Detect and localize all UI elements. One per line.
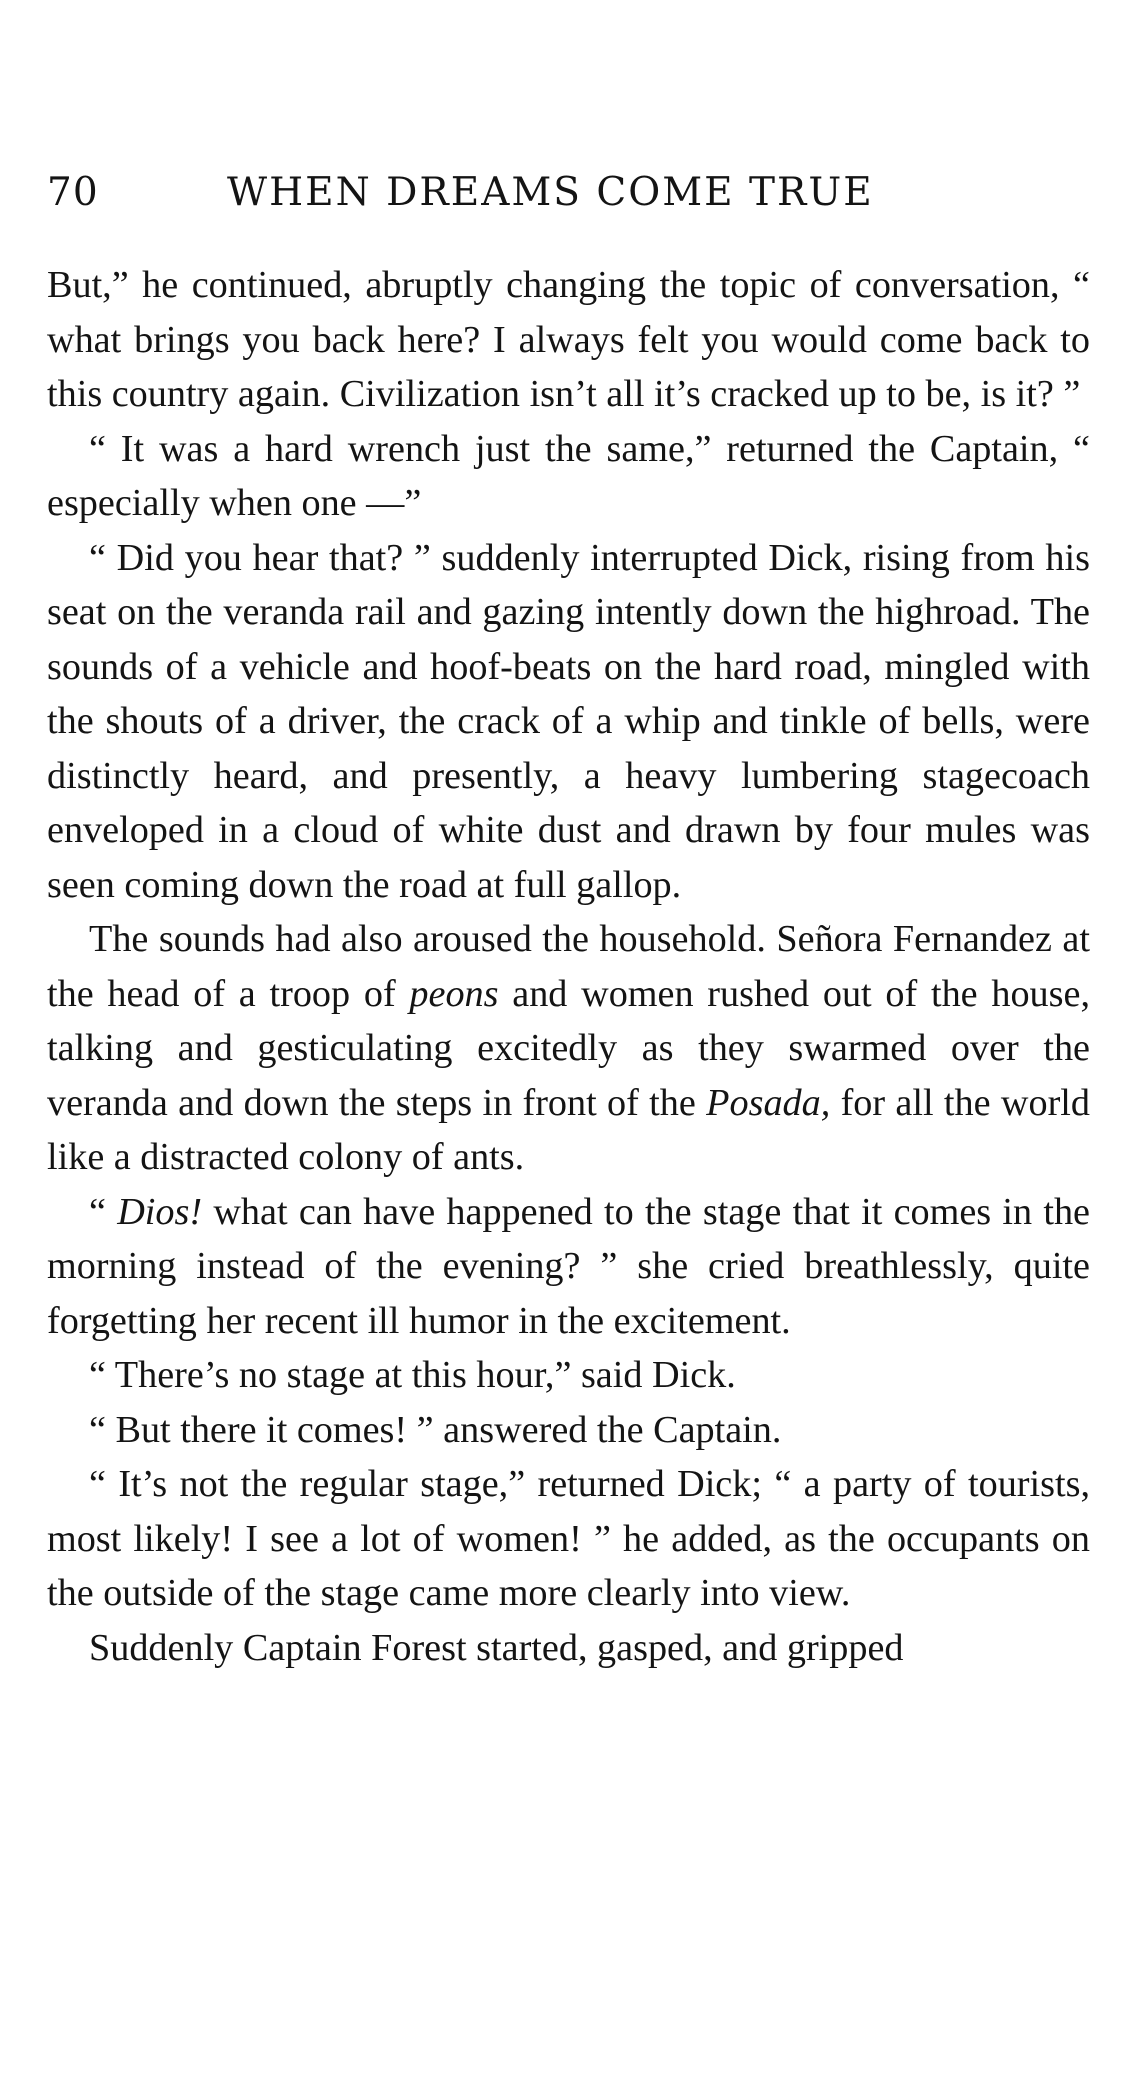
- text-run: The sounds had also aroused the household. Señora Fernandez at the head of a troop of: [47, 918, 1090, 1015]
- text-run: “ Did you hear that? ” suddenly interrupted Dick, rising from his seat on the veranda rail and gazing intently down the highroad. The sounds of a vehicle and hoof-beats on the hard road, mingled with the shouts of a driver, the crack of a whip and tinkle of bells, were distinctly heard, and presently, a heavy lumbering stagecoach enveloped in a cloud of white dust and drawn by four mules was seen coming down the road at full gallop.: [47, 536, 1090, 906]
- page-number: 70: [47, 170, 99, 215]
- text-run: and women rushed out of the house, talking and gesticulating excitedly as they swarmed over the veranda and down the steps in front of the: [47, 972, 1090, 1124]
- text-run: for all the world like a distracted colony of ants.: [47, 1081, 1090, 1178]
- paragraph: [47, 531, 1090, 913]
- text-run: “ But there it comes! ” answered the Captain.: [89, 1408, 782, 1451]
- book-page: [47, 170, 1090, 1675]
- text-run: “ It’s not the regular stage,” returned Dick; “ a party of tourists, most likely! I see a lot of women! ” he added, as the occupants on the outside of the stage came more clearly into view.: [47, 1463, 1090, 1614]
- paragraph: [47, 1348, 1090, 1403]
- text-run: Suddenly Captain Forest started, gasped, and gripped: [89, 1626, 904, 1669]
- italic-text: peons: [409, 972, 499, 1015]
- text-run: But,” he continued, abruptly changing the topic of conversation, “ what brings you back here? I always felt you would come back to this country again. Civilization isn’t all it’s cracked up to be, is it? ”: [47, 264, 1090, 415]
- text-run: what can have happened to the stage that it comes in the morning instead of the evening? ” she cried breathlessly, quite forgetting her recent ill humor in the excitement.: [47, 1190, 1091, 1342]
- text-run: “: [89, 1190, 118, 1233]
- page-header: [47, 170, 1090, 230]
- paragraph: [47, 912, 1090, 1185]
- paragraph: [47, 1621, 1090, 1676]
- paragraph: [47, 1403, 1090, 1458]
- italic-text: Dios!: [117, 1190, 203, 1233]
- paragraph: [47, 1185, 1090, 1349]
- text-run: “ There’s no stage at this hour,” said Dick.: [89, 1354, 736, 1396]
- paragraph: [47, 258, 1090, 422]
- text-run: “ It was a hard wrench just the same,” returned the Captain, “ especially when one —”: [47, 427, 1090, 524]
- italic-text: Posada,: [706, 1081, 831, 1124]
- running-title: WHEN DREAMS COME TRUE: [227, 170, 874, 215]
- paragraph: [47, 1457, 1090, 1621]
- body-text: [47, 258, 1090, 1675]
- paragraph: [47, 422, 1090, 531]
